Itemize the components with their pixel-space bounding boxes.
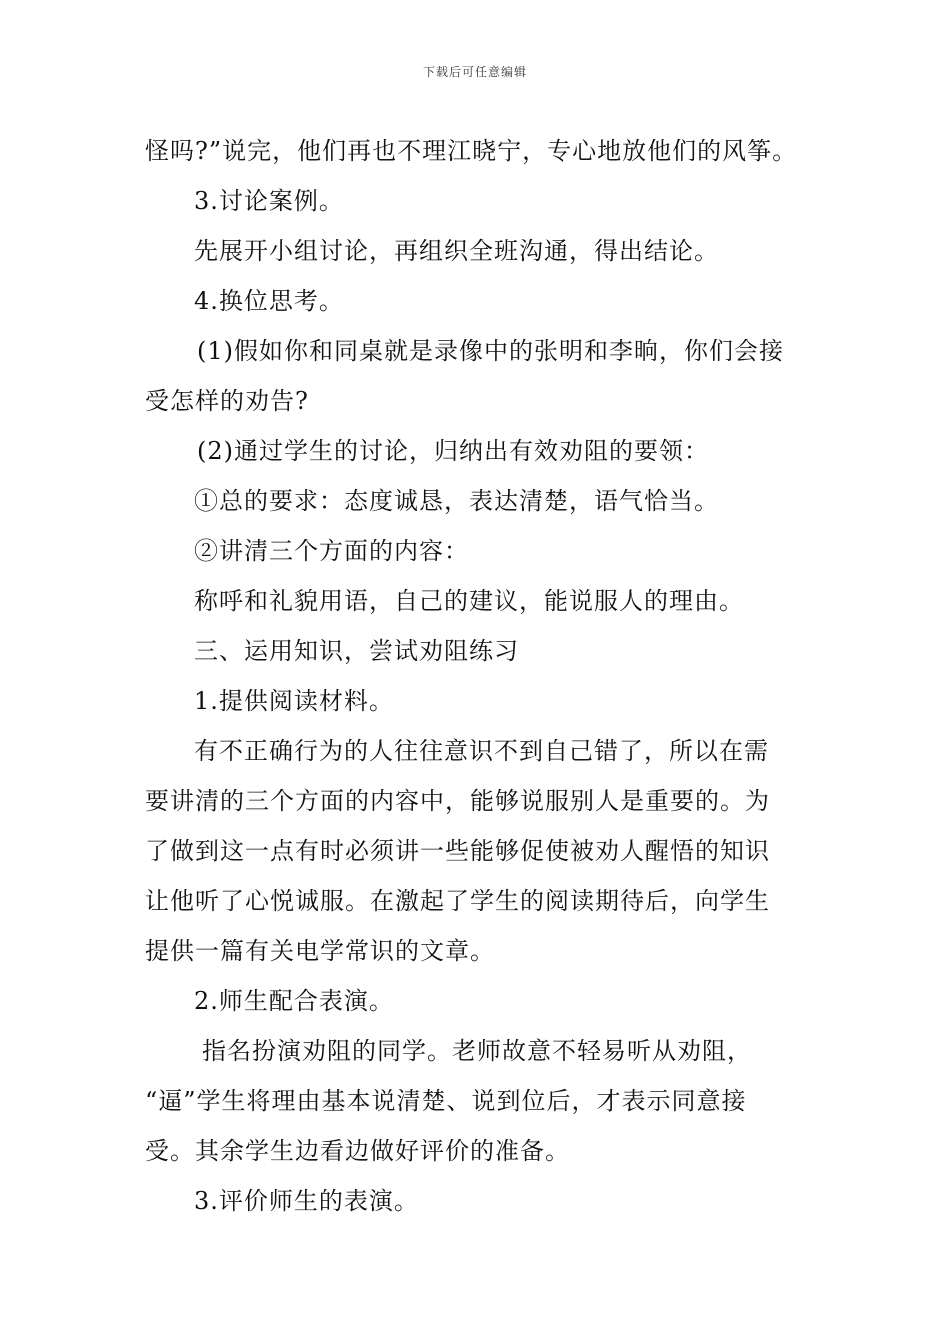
- body-line-16: 让他听了心悦诚服。在激起了学生的阅读期待后，向学生: [145, 887, 770, 915]
- body-line-5: (1)假如你和同桌就是录像中的张明和李晌，你们会接: [197, 337, 784, 365]
- body-line-1: 怪吗?”说完，他们再也不理江晓宁，专心地放他们的风筝。: [145, 137, 798, 165]
- body-line-7: (2)通过学生的讨论，归纳出有效劝阻的要领：: [197, 437, 709, 465]
- body-line-12: 1.提供阅读材料。: [194, 687, 394, 715]
- body-line-2: 3.讨论案例。: [194, 187, 344, 215]
- body-line-13: 有不正确行为的人往往意识不到自己错了，所以在需: [194, 737, 769, 765]
- document-body: [145, 126, 810, 1226]
- body-line-14: 要讲清的三个方面的内容中，能够说服别人是重要的。为: [145, 787, 770, 815]
- body-line-20: “逼”学生将理由基本说清楚、说到位后，才表示同意接: [145, 1087, 747, 1115]
- section-heading: 三、运用知识，尝试劝阻练习: [194, 637, 519, 665]
- body-line-8: ①总的要求：态度诚恳，表达清楚，语气恰当。: [194, 487, 719, 515]
- body-line-4: 4.换位思考。: [194, 287, 344, 315]
- body-line-18: 2.师生配合表演。: [194, 987, 394, 1015]
- body-line-22: 3.评价师生的表演。: [194, 1187, 419, 1215]
- body-line-3: 先展开小组讨论，再组织全班沟通，得出结论。: [194, 237, 719, 265]
- body-line-21: 受。其余学生边看边做好评价的准备。: [145, 1137, 570, 1165]
- body-line-10: 称呼和礼貌用语，自己的建议，能说服人的理由。: [194, 587, 744, 615]
- body-line-19: 指名扮演劝阻的同学。老师故意不轻易听从劝阻，: [202, 1037, 752, 1065]
- body-line-9: ②讲清三个方面的内容：: [194, 537, 469, 565]
- body-line-6: 受怎样的劝告?: [145, 387, 309, 415]
- page-header-note: 下载后可任意编辑: [422, 65, 527, 79]
- body-line-15: 了做到这一点有时必须讲一些能够促使被劝人醒悟的知识: [145, 837, 770, 865]
- body-line-17: 提供一篇有关电学常识的文章。: [145, 937, 495, 965]
